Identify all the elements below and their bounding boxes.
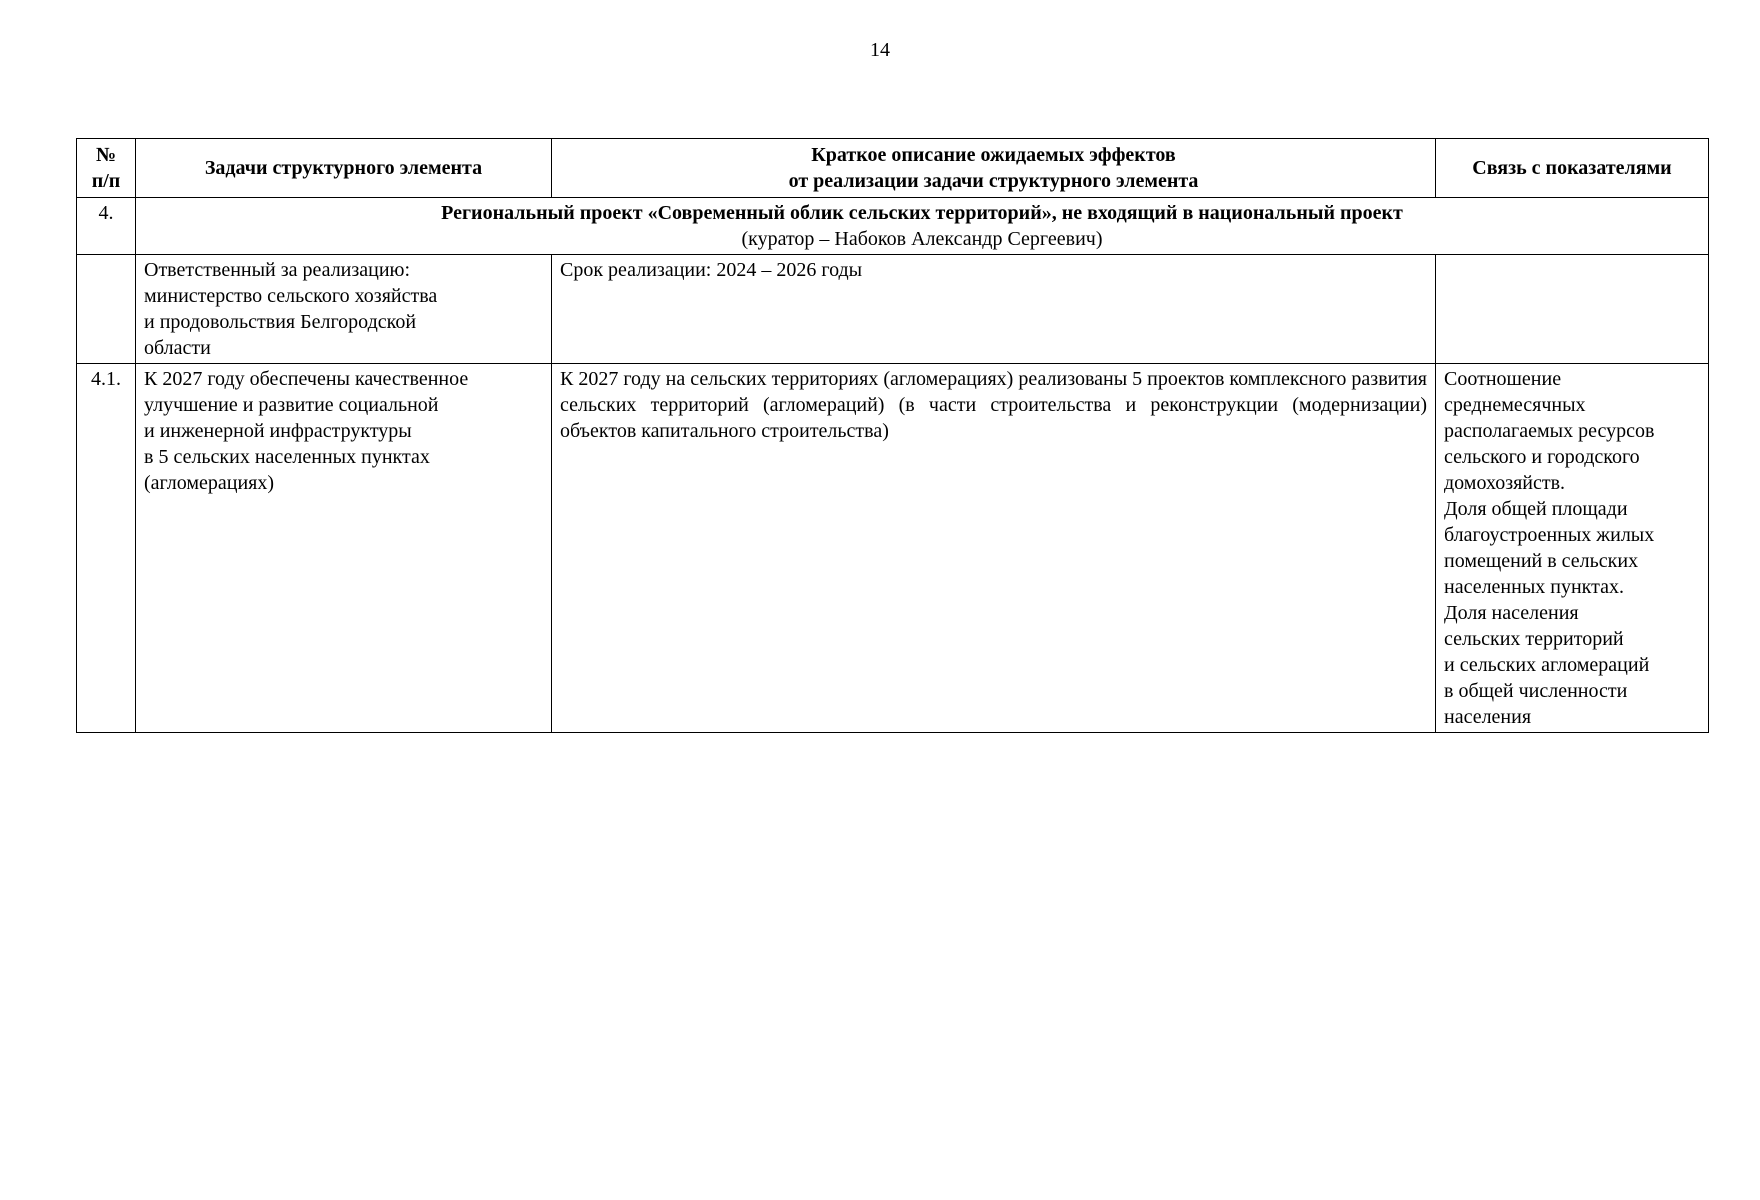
project-curator: (куратор – Набоков Александр Сергеевич) <box>741 228 1103 250</box>
task-text: К 2027 году обеспечены качественное улучшение и развитие социальной и инженерной инфраструктуры в 5 сельских населенных пунктах (агломерациях) <box>136 364 552 733</box>
header-number: № п/п <box>77 139 136 198</box>
task-number: 4.1. <box>77 364 136 733</box>
task-row <box>77 364 1709 733</box>
responsible-text: Ответственный за реализацию: министерство сельского хозяйства и продовольствия Белгородской области <box>136 255 552 364</box>
project-number: 4. <box>77 198 136 255</box>
header-indicators: Связь с показателями <box>1436 139 1709 198</box>
implementation-term: Срок реализации: 2024 – 2026 годы <box>552 255 1436 364</box>
responsible-number <box>77 255 136 364</box>
project-title: Региональный проект «Современный облик сельских территорий», не входящий в национальный проект <box>441 202 1403 224</box>
page-number: 14 <box>870 39 890 61</box>
task-indicators: Соотношение среднемесячных располагаемых ресурсов сельского и городского домохозяйств. Доля общей площади благоустроенных жилых помещений в сельских населенных пунктах. Доля населения сельских территорий и сельских агломераций в общей численности населения <box>1436 364 1709 733</box>
table-header-row <box>77 139 1709 198</box>
header-tasks: Задачи структурного элемента <box>136 139 552 198</box>
task-effect: К 2027 году на сельских территориях (агломерациях) реализованы 5 проектов комплексного развития сельских территорий (агломераций) (в части строительства и реконструкции (модернизации) объектов капитального строительства) <box>552 364 1436 733</box>
project-cell <box>136 198 1709 255</box>
header-description: Краткое описание ожидаемых эффектов от реализации задачи структурного элемента <box>552 139 1436 198</box>
responsible-indicators <box>1436 255 1709 364</box>
structural-element-tasks-table <box>76 138 1709 733</box>
responsible-row <box>77 255 1709 364</box>
project-row <box>77 198 1709 255</box>
